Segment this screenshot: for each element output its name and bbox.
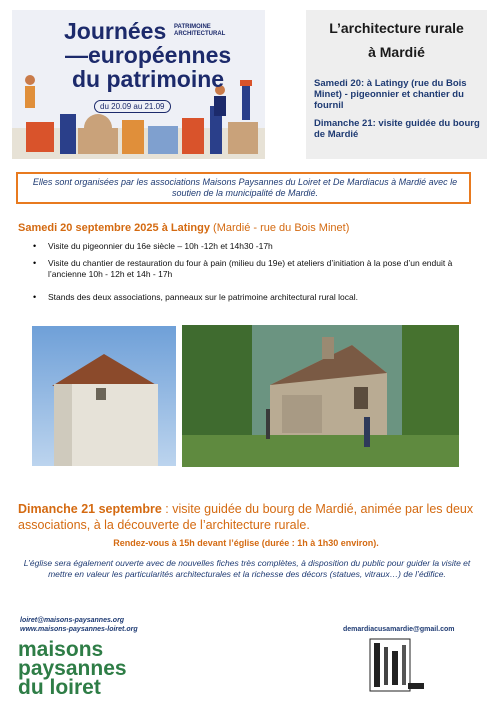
saturday-item: Visite du chantier de restauration du four à pain (milieu du 19e) et ateliers d’initiation à la pose d’un enduit à l’ancienne 10h - 12h et 14h - 17h [48, 258, 453, 279]
bullet-icon: • [33, 258, 37, 268]
saturday-heading [18, 222, 349, 234]
bullet-icon: • [33, 241, 37, 251]
page-title-line2: à Mardié [368, 44, 425, 60]
banner-title-line1: Journées [64, 18, 167, 44]
bakehouse-photo [182, 325, 459, 467]
banner-dates: du 20.09 au 21.09 [94, 100, 171, 113]
jep-banner [12, 10, 265, 159]
bullet-icon: • [33, 292, 37, 302]
sunday-heading-date: Dimanche 21 septembre [18, 502, 162, 516]
banner-title-line2: —européennes [65, 42, 232, 68]
mpl-logo-line1: maisons [18, 638, 104, 661]
saturday-heading-date: Samedi 20 septembre 2025 à Latingy [18, 222, 210, 234]
saturday-heading-location: (Mardié - rue du Bois Minet) [209, 222, 350, 234]
mpl-logo-line2: paysannes [18, 657, 127, 680]
website-link-maisons-paysannes[interactable]: www.maisons-paysannes-loiret.org [20, 626, 138, 633]
banner-tag: PATRIMOINE ARCHITECTURAL [174, 24, 226, 37]
de-mardiacus-logo [368, 637, 426, 695]
saturday-item: Stands des deux associations, panneaux sur le patrimoine architectural rural local. [48, 292, 358, 302]
sunday-heading [18, 501, 478, 533]
saturday-summary: Samedi 20: à Latingy (rue du Bois Minet) - pigeonnier et chantier du fournil [314, 78, 467, 111]
church-note: L’église sera également ouverte avec de nouvelles fiches très complètes, à disposition du public pour guider la visite et mettre en valeur les particularités architecturales et la richesse des décors (statues, vitraux…) de l’édifice. [23, 558, 471, 579]
banner-title-line3: du patrimoine [72, 66, 225, 92]
saturday-item: Visite du pigeonnier du 16e siècle – 10h -12h et 14h30 -17h [48, 241, 273, 251]
organizers-text: Elles sont organisées par les associations Maisons Paysannes du Loiret et De Mardiacus à Mardié avec le soutien de la municipalité de Mardié. [32, 177, 458, 198]
sunday-heading-description: : visite guidée du bourg de Mardié, animée par les deux associations, à la découverte de l’architecture rurale. [18, 502, 474, 532]
meeting-point: Rendez-vous à 15h devant l’église (durée : 1h à 1h30 environ). [113, 538, 379, 548]
dovecote-photo [32, 326, 176, 466]
email-link-maisons-paysannes[interactable]: loiret@maisons-paysannes.org [20, 617, 125, 624]
email-link-de-mardiacus[interactable]: demardiacusamardie@gmail.com [343, 626, 455, 633]
page-title-line1: L’architecture rurale [329, 20, 464, 36]
mpl-logo-line3: du loiret [18, 676, 101, 699]
sunday-summary: Dimanche 21: visite guidée du bourg de Mardié [314, 118, 480, 140]
